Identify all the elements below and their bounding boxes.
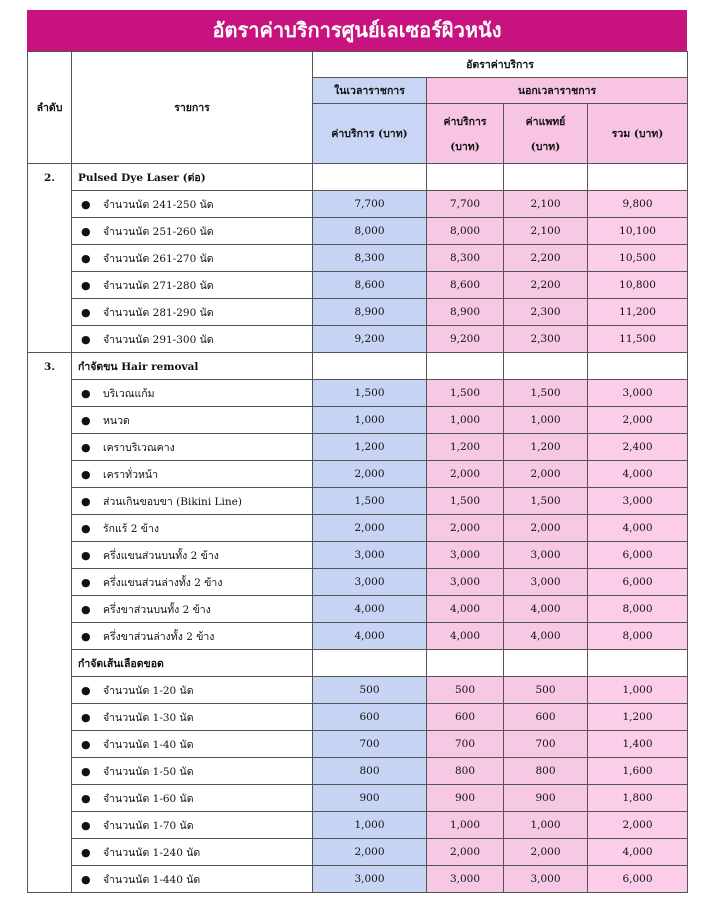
doctor-fee-cell: 1,500 <box>504 488 588 515</box>
rate-table <box>27 51 688 893</box>
item-cell <box>72 515 313 542</box>
bullet-icon: ● <box>81 737 91 751</box>
in-hours-fee-cell: 1,200 <box>313 434 427 461</box>
table-row <box>28 839 688 866</box>
section-row <box>28 164 688 191</box>
item-cell <box>72 245 313 272</box>
total-cell: 1,600 <box>588 758 688 785</box>
item-label: ครึ่งแขนส่วนบนทั้ง 2 ข้าง <box>103 549 219 562</box>
item-label: จำนวนนัด 281-290 นัด <box>103 306 214 319</box>
section-row <box>28 353 688 380</box>
total-cell: 1,000 <box>588 677 688 704</box>
empty-cell <box>427 353 504 380</box>
empty-cell <box>313 164 427 191</box>
total-cell: 1,800 <box>588 785 688 812</box>
out-hours-fee-cell: 500 <box>427 677 504 704</box>
in-hours-fee-cell: 8,300 <box>313 245 427 272</box>
table-row <box>28 488 688 515</box>
item-cell <box>72 299 313 326</box>
doctor-fee-cell: 1,500 <box>504 380 588 407</box>
table-row <box>28 812 688 839</box>
item-label: จำนวนนัด 1-50 นัด <box>103 765 194 778</box>
header-doctor-fee-line1: ค่าแพทย์ <box>525 115 566 128</box>
section-number: 3. <box>28 353 72 893</box>
section-row <box>28 650 688 677</box>
bullet-icon: ● <box>81 818 91 832</box>
item-label: จำนวนนัด 291-300 นัด <box>103 333 214 346</box>
total-cell: 6,000 <box>588 866 688 893</box>
out-hours-fee-cell: 1,500 <box>427 380 504 407</box>
item-label: เคราบริเวณคาง <box>103 441 175 454</box>
doctor-fee-cell: 600 <box>504 704 588 731</box>
header-total: รวม (บาท) <box>588 104 688 164</box>
doctor-fee-cell: 2,200 <box>504 245 588 272</box>
item-cell <box>72 839 313 866</box>
total-cell: 1,200 <box>588 704 688 731</box>
bullet-icon: ● <box>81 197 91 211</box>
bullet-icon: ● <box>81 845 91 859</box>
total-cell: 3,000 <box>588 380 688 407</box>
in-hours-fee-cell: 900 <box>313 785 427 812</box>
table-row <box>28 596 688 623</box>
table-row <box>28 218 688 245</box>
table-row <box>28 677 688 704</box>
bullet-icon: ● <box>81 764 91 778</box>
in-hours-fee-cell: 600 <box>313 704 427 731</box>
in-hours-fee-cell: 1,000 <box>313 407 427 434</box>
doctor-fee-cell: 4,000 <box>504 623 588 650</box>
bullet-icon: ● <box>81 710 91 724</box>
item-cell <box>72 623 313 650</box>
bullet-icon: ● <box>81 629 91 643</box>
doctor-fee-cell: 4,000 <box>504 596 588 623</box>
section-number: 2. <box>28 164 72 353</box>
out-hours-fee-cell: 8,600 <box>427 272 504 299</box>
out-hours-fee-cell: 2,000 <box>427 515 504 542</box>
doctor-fee-cell: 3,000 <box>504 569 588 596</box>
bullet-icon: ● <box>81 332 91 346</box>
item-cell <box>72 542 313 569</box>
item-cell <box>72 569 313 596</box>
table-row <box>28 569 688 596</box>
item-label: จำนวนนัด 1-240 นัด <box>103 846 201 859</box>
in-hours-fee-cell: 3,000 <box>313 866 427 893</box>
empty-cell <box>504 650 588 677</box>
total-cell: 2,000 <box>588 407 688 434</box>
out-hours-fee-cell: 2,000 <box>427 461 504 488</box>
bullet-icon: ● <box>81 683 91 697</box>
total-cell: 4,000 <box>588 839 688 866</box>
item-cell <box>72 866 313 893</box>
header-out-hours: นอกเวลาราชการ <box>427 78 688 104</box>
out-hours-fee-cell: 9,200 <box>427 326 504 353</box>
item-label: บริเวณแก้ม <box>103 387 155 400</box>
bullet-icon: ● <box>81 467 91 481</box>
total-cell: 3,000 <box>588 488 688 515</box>
item-label: จำนวนนัด 271-280 นัด <box>103 279 214 292</box>
table-row <box>28 434 688 461</box>
bullet-icon: ● <box>81 548 91 562</box>
empty-cell <box>427 164 504 191</box>
table-row <box>28 245 688 272</box>
table-row <box>28 380 688 407</box>
total-cell: 4,000 <box>588 515 688 542</box>
doctor-fee-cell: 2,000 <box>504 515 588 542</box>
table-row <box>28 758 688 785</box>
in-hours-fee-cell: 2,000 <box>313 839 427 866</box>
header-out-service-fee <box>427 104 504 164</box>
header-item: รายการ <box>72 52 313 164</box>
item-cell <box>72 677 313 704</box>
bullet-icon: ● <box>81 602 91 616</box>
table-row <box>28 272 688 299</box>
out-hours-fee-cell: 3,000 <box>427 569 504 596</box>
empty-cell <box>588 650 688 677</box>
in-hours-fee-cell: 2,000 <box>313 461 427 488</box>
table-row <box>28 326 688 353</box>
table-row <box>28 407 688 434</box>
item-cell <box>72 812 313 839</box>
table-row <box>28 866 688 893</box>
item-label: หนวด <box>103 414 130 427</box>
total-cell: 8,000 <box>588 596 688 623</box>
item-cell <box>72 434 313 461</box>
rate-sheet <box>27 10 687 893</box>
doctor-fee-cell: 2,200 <box>504 272 588 299</box>
header-rates: อัตราค่าบริการ <box>313 52 688 78</box>
doctor-fee-cell: 800 <box>504 758 588 785</box>
total-cell: 8,000 <box>588 623 688 650</box>
bullet-icon: ● <box>81 305 91 319</box>
bullet-icon: ● <box>81 440 91 454</box>
bullet-icon: ● <box>81 224 91 238</box>
in-hours-fee-cell: 3,000 <box>313 542 427 569</box>
total-cell: 6,000 <box>588 569 688 596</box>
header-out-service-fee-line2: (บาท) <box>450 140 480 153</box>
bullet-icon: ● <box>81 494 91 508</box>
item-cell <box>72 326 313 353</box>
total-cell: 10,800 <box>588 272 688 299</box>
out-hours-fee-cell: 8,900 <box>427 299 504 326</box>
doctor-fee-cell: 2,300 <box>504 326 588 353</box>
item-cell <box>72 704 313 731</box>
table-row <box>28 785 688 812</box>
in-hours-fee-cell: 8,600 <box>313 272 427 299</box>
in-hours-fee-cell: 9,200 <box>313 326 427 353</box>
bullet-icon: ● <box>81 521 91 535</box>
empty-cell <box>504 353 588 380</box>
total-cell: 1,400 <box>588 731 688 758</box>
header-in-hours: ในเวลาราชการ <box>313 78 427 104</box>
doctor-fee-cell: 2,000 <box>504 461 588 488</box>
doctor-fee-cell: 1,200 <box>504 434 588 461</box>
item-cell <box>72 488 313 515</box>
item-cell <box>72 596 313 623</box>
item-label: จำนวนนัด 1-30 นัด <box>103 711 194 724</box>
table-row <box>28 731 688 758</box>
empty-cell <box>588 164 688 191</box>
in-hours-fee-cell: 800 <box>313 758 427 785</box>
item-label: จำนวนนัด 241-250 นัด <box>103 198 214 211</box>
header-doctor-fee <box>504 104 588 164</box>
out-hours-fee-cell: 900 <box>427 785 504 812</box>
table-body <box>28 164 688 893</box>
empty-cell <box>588 353 688 380</box>
table-row <box>28 191 688 218</box>
item-cell <box>72 272 313 299</box>
out-hours-fee-cell: 8,300 <box>427 245 504 272</box>
total-cell: 4,000 <box>588 461 688 488</box>
item-label: จำนวนนัด 1-440 นัด <box>103 873 201 886</box>
item-label: รักแร้ 2 ข้าง <box>103 522 159 535</box>
out-hours-fee-cell: 3,000 <box>427 866 504 893</box>
total-cell: 10,100 <box>588 218 688 245</box>
header-doctor-fee-line2: (บาท) <box>530 140 561 153</box>
item-cell <box>72 731 313 758</box>
doctor-fee-cell: 3,000 <box>504 866 588 893</box>
in-hours-fee-cell: 8,900 <box>313 299 427 326</box>
table-row <box>28 623 688 650</box>
header-in-service-fee: ค่าบริการ (บาท) <box>313 104 427 164</box>
item-cell <box>72 407 313 434</box>
item-cell <box>72 191 313 218</box>
item-label: เคราทั่วหน้า <box>103 468 158 481</box>
item-label: ครึ่งขาส่วนล่างทั้ง 2 ข้าง <box>103 630 215 643</box>
doctor-fee-cell: 900 <box>504 785 588 812</box>
total-cell: 10,500 <box>588 245 688 272</box>
empty-cell <box>427 650 504 677</box>
item-label: จำนวนนัด 251-260 นัด <box>103 225 214 238</box>
empty-cell <box>313 353 427 380</box>
bullet-icon: ● <box>81 575 91 589</box>
item-label: ครึ่งแขนส่วนล่างทั้ง 2 ข้าง <box>103 576 223 589</box>
out-hours-fee-cell: 8,000 <box>427 218 504 245</box>
total-cell: 9,800 <box>588 191 688 218</box>
table-row <box>28 515 688 542</box>
empty-cell <box>504 164 588 191</box>
item-cell <box>72 758 313 785</box>
out-hours-fee-cell: 700 <box>427 731 504 758</box>
page-title: อัตราค่าบริการศูนย์เลเซอร์ผิวหนัง <box>27 10 687 51</box>
out-hours-fee-cell: 1,500 <box>427 488 504 515</box>
header-seq: ลำดับ <box>28 52 72 164</box>
out-hours-fee-cell: 2,000 <box>427 839 504 866</box>
item-cell <box>72 380 313 407</box>
doctor-fee-cell: 3,000 <box>504 542 588 569</box>
out-hours-fee-cell: 800 <box>427 758 504 785</box>
bullet-icon: ● <box>81 791 91 805</box>
doctor-fee-cell: 2,100 <box>504 191 588 218</box>
out-hours-fee-cell: 1,000 <box>427 407 504 434</box>
in-hours-fee-cell: 3,000 <box>313 569 427 596</box>
bullet-icon: ● <box>81 413 91 427</box>
item-label: ครึ่งขาส่วนบนทั้ง 2 ข้าง <box>103 603 211 616</box>
bullet-icon: ● <box>81 386 91 400</box>
total-cell: 2,000 <box>588 812 688 839</box>
table-row <box>28 542 688 569</box>
table-row <box>28 461 688 488</box>
in-hours-fee-cell: 4,000 <box>313 623 427 650</box>
out-hours-fee-cell: 1,000 <box>427 812 504 839</box>
bullet-icon: ● <box>81 251 91 265</box>
header-row-1 <box>28 52 688 78</box>
item-label: จำนวนนัด 1-60 นัด <box>103 792 194 805</box>
total-cell: 11,500 <box>588 326 688 353</box>
in-hours-fee-cell: 500 <box>313 677 427 704</box>
in-hours-fee-cell: 7,700 <box>313 191 427 218</box>
in-hours-fee-cell: 2,000 <box>313 515 427 542</box>
item-cell <box>72 218 313 245</box>
out-hours-fee-cell: 1,200 <box>427 434 504 461</box>
doctor-fee-cell: 1,000 <box>504 812 588 839</box>
item-cell <box>72 461 313 488</box>
doctor-fee-cell: 500 <box>504 677 588 704</box>
doctor-fee-cell: 2,300 <box>504 299 588 326</box>
header-out-service-fee-line1: ค่าบริการ <box>443 115 487 128</box>
in-hours-fee-cell: 8,000 <box>313 218 427 245</box>
bullet-icon: ● <box>81 872 91 886</box>
doctor-fee-cell: 2,100 <box>504 218 588 245</box>
item-label: ส่วนเกินขอบขา (Bikini Line) <box>103 495 242 508</box>
section-title: Pulsed Dye Laser (ต่อ) <box>72 164 313 191</box>
section-title: กำจัดเส้นเลือดขอด <box>72 650 313 677</box>
in-hours-fee-cell: 4,000 <box>313 596 427 623</box>
section-title: กำจัดขน Hair removal <box>72 353 313 380</box>
out-hours-fee-cell: 3,000 <box>427 542 504 569</box>
table-row <box>28 704 688 731</box>
table-row <box>28 299 688 326</box>
in-hours-fee-cell: 1,500 <box>313 380 427 407</box>
item-cell <box>72 785 313 812</box>
in-hours-fee-cell: 700 <box>313 731 427 758</box>
in-hours-fee-cell: 1,500 <box>313 488 427 515</box>
total-cell: 6,000 <box>588 542 688 569</box>
doctor-fee-cell: 2,000 <box>504 839 588 866</box>
item-label: จำนวนนัด 1-70 นัด <box>103 819 194 832</box>
doctor-fee-cell: 1,000 <box>504 407 588 434</box>
out-hours-fee-cell: 4,000 <box>427 623 504 650</box>
doctor-fee-cell: 700 <box>504 731 588 758</box>
empty-cell <box>313 650 427 677</box>
total-cell: 11,200 <box>588 299 688 326</box>
bullet-icon: ● <box>81 278 91 292</box>
in-hours-fee-cell: 1,000 <box>313 812 427 839</box>
out-hours-fee-cell: 7,700 <box>427 191 504 218</box>
item-label: จำนวนนัด 1-40 นัด <box>103 738 194 751</box>
item-label: จำนวนนัด 261-270 นัด <box>103 252 214 265</box>
item-label: จำนวนนัด 1-20 นัด <box>103 684 194 697</box>
total-cell: 2,400 <box>588 434 688 461</box>
out-hours-fee-cell: 600 <box>427 704 504 731</box>
out-hours-fee-cell: 4,000 <box>427 596 504 623</box>
